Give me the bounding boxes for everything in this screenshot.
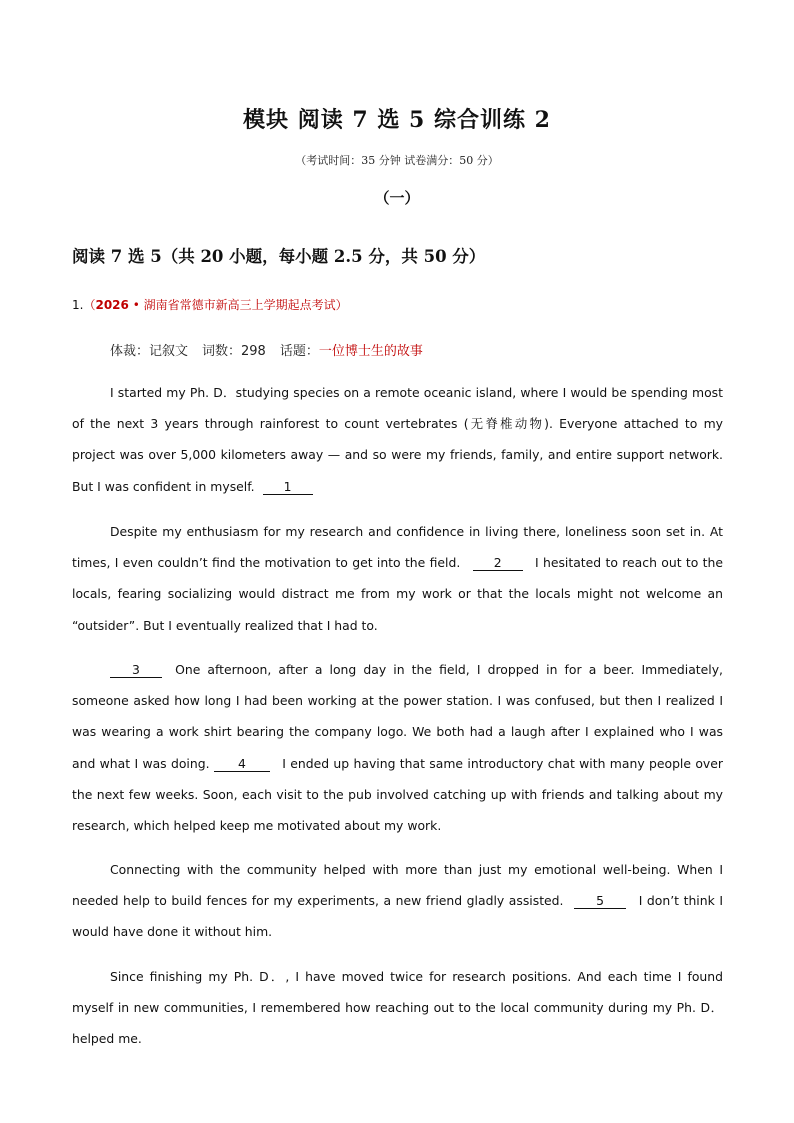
source-detail: • 湖南省常德市新高三上学期起点考试） — [128, 298, 348, 312]
genre-label: 体裁：记叙文 — [110, 344, 189, 359]
question-source — [83, 298, 347, 312]
paragraph-text: I don’t think I would have done it without him. — [72, 893, 724, 940]
part-heading: （一） — [374, 189, 420, 207]
exam-info: （考试时间：35 分钟 试卷满分：50 分） — [295, 154, 499, 167]
answer-blank-1[interactable]: 1 — [263, 480, 313, 495]
question-number: 1. — [72, 298, 84, 312]
source-year: 2026 — [95, 298, 129, 312]
answer-blank-3[interactable]: 3 — [110, 663, 162, 678]
question-source-line — [72, 296, 348, 313]
paragraph-text: One afternoon, after a long day in the field, I dropped in for a beer. Immediately, someone asked how long I had been working at the power station. I was confused, but then I realized I was wearing a work shirt bearing the company logo. We both had a laugh after I explained who I was and what I was doing. — [72, 662, 723, 771]
paragraph-3 — [72, 654, 723, 841]
passage-meta — [110, 340, 423, 359]
paragraph-text: I hesitated to reach out to the locals, fearing socializing would distract me from my work or that the locals might not welcome an “outsider”. But I eventually realized that I had to. — [72, 555, 723, 633]
topic-label: 话题： — [279, 344, 319, 359]
topic-value: 一位博士生的故事 — [318, 344, 423, 359]
paragraph-text: I started my Ph. D．studying species on a remote oceanic island, where I would be spending most of the next 3 years through rainforest to count vertebrates (无脊椎动物). Everyone attached to my project was over 5,000 kilometers away — and so were my friends, family, and entire support network. But I was confident in myself. — [72, 385, 723, 494]
paragraph-text: I ended up having that same introductory chat with many people over the next few weeks. Soon, each visit to the pub involved catching up with friends and talking about my research, which helped keep me motivated about my work. — [72, 755, 723, 834]
section-heading: 阅读 7 选 5（共 20 小题，每小题 2.5 分，共 50 分） — [72, 247, 486, 266]
paragraph-text: Since finishing my Ph. D．, I have moved twice for research positions. And each time I found myself in new communities, I remembered how reaching out to the local community during my Ph. D．helped me. — [72, 969, 723, 1047]
paragraph-4 — [72, 854, 723, 948]
page-title: 模块 阅读 7 选 5 综合训练 2 — [243, 107, 551, 133]
answer-blank-2[interactable]: 2 — [473, 556, 523, 571]
word-count: 词数：298 — [202, 344, 266, 359]
answer-blank-5[interactable]: 5 — [574, 894, 626, 909]
paragraph-2 — [72, 516, 723, 641]
paragraph-5 — [72, 961, 723, 1055]
answer-blank-4[interactable]: 4 — [214, 757, 270, 772]
paragraph-text: Despite my enthusiasm for my research and confidence in living there, loneliness soon set in. At times, I even couldn’t find the motivation to get into the field. — [72, 524, 723, 571]
paragraph-1 — [72, 377, 723, 502]
paragraph-text: Connecting with the community helped with more than just my emotional well-being. When I needed help to build fences for my experiments, a new friend gladly assisted. — [72, 862, 723, 909]
source-open-paren: （ — [83, 298, 96, 312]
